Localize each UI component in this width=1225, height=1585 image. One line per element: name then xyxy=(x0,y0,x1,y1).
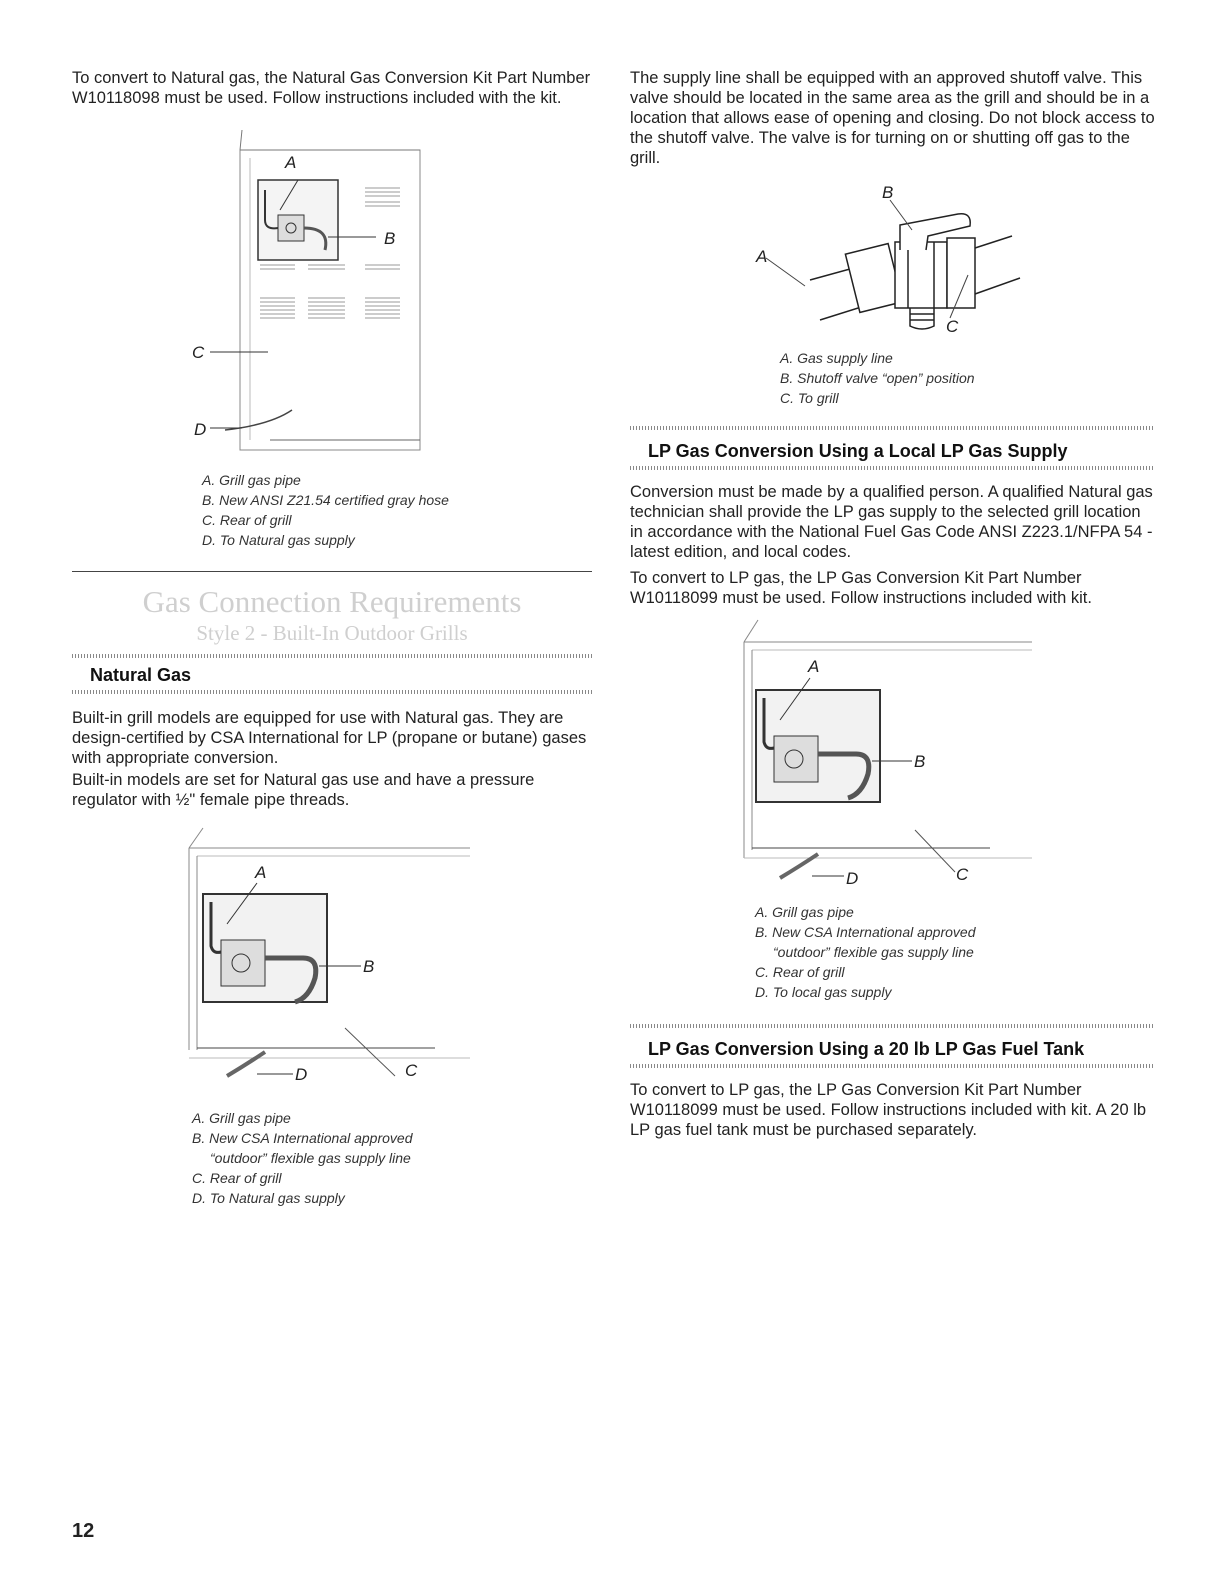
figure-4-lp-local-flex-line xyxy=(740,620,1035,888)
fig2-caption-b: B. New CSA International approved xyxy=(192,1130,413,1146)
fig2-caption-c: C. Rear of grill xyxy=(192,1170,282,1186)
fig3-caption-a: A. Gas supply line xyxy=(780,350,893,366)
natural-gas-rule-bottom xyxy=(72,690,592,694)
natural-gas-rule-top xyxy=(72,654,592,658)
figure-2-natural-gas-flex-line xyxy=(185,828,475,1084)
fig4-caption-b-cont: “outdoor” flexible gas supply line xyxy=(773,944,974,960)
natural-gas-heading: Natural Gas xyxy=(90,665,192,685)
fig1-caption-c: C. Rear of grill xyxy=(202,512,292,528)
fig2-caption-b-cont: “outdoor” flexible gas supply line xyxy=(210,1150,411,1166)
natural-gas-paragraph-1: Built-in grill models are equipped for use with Natural gas. They are design-certified by CSA International for LP (propane or butane) gases with appropriate conversion. xyxy=(72,709,587,767)
fig1-label-d: D xyxy=(194,420,207,439)
fig2-label-b: B xyxy=(363,957,375,976)
fig4-caption-a: A. Grill gas pipe xyxy=(755,904,854,920)
section-subtitle: Style 2 - Built-In Outdoor Grills xyxy=(196,621,468,645)
lp-local-rule-top xyxy=(630,426,1155,430)
fig1-caption-d: D. To Natural gas supply xyxy=(202,532,355,548)
fig1-caption-a: A. Grill gas pipe xyxy=(202,472,301,488)
page-number: 12 xyxy=(72,1520,95,1542)
lp-local-heading: LP Gas Conversion Using a Local LP Gas Supply xyxy=(648,441,1068,461)
lp-local-paragraph-1: Conversion must be made by a qualified person. A qualified Natural gas technician shall provide the LP gas supply to the selected grill location in accordance with the National Fuel Gas Code ANSI Z223.1/NFPA 54 - latest edition, and local codes. xyxy=(630,483,1153,561)
fig2-label-a: A xyxy=(255,863,267,882)
figure-1-captions xyxy=(202,470,449,550)
fig3-label-a: A xyxy=(756,247,768,266)
fig3-caption-c: C. To grill xyxy=(780,390,839,406)
supply-line-paragraph: The supply line shall be equipped with an approved shutoff valve. This valve should be located in the same area as the grill and should be in a location that allows ease of opening and closing. Do not block access to the shutoff valve. The valve is for turning on or shutting off gas to the grill. xyxy=(630,69,1155,167)
lp-tank-paragraph: To convert to LP gas, the LP Gas Conversion Kit Part Number W10118099 must be used. Follow instructions included with kit. A 20 lb LP gas fuel tank must be purchased separately. xyxy=(630,1081,1147,1139)
figure-1-natural-gas-hookup xyxy=(180,130,440,460)
fig1-caption-b: B. New ANSI Z21.54 certified gray hose xyxy=(202,492,449,508)
intro-paragraph: To convert to Natural gas, the Natural Gas Conversion Kit Part Number W10118098 must be used. Follow instructions included with the kit. xyxy=(72,69,591,107)
fig1-label-a: A xyxy=(285,153,297,172)
lp-tank-rule-bottom xyxy=(630,1064,1155,1068)
fig4-caption-b: B. New CSA International approved xyxy=(755,924,976,940)
fig1-label-b: B xyxy=(384,229,396,248)
section-title: Gas Connection Requirements xyxy=(142,584,522,619)
fig2-label-d: D xyxy=(295,1065,308,1084)
fig4-caption-c: C. Rear of grill xyxy=(755,964,845,980)
fig4-caption-d: D. To local gas supply xyxy=(755,984,892,1000)
figure-2-captions xyxy=(192,1108,413,1208)
figure-3-shutoff-valve xyxy=(750,180,1030,350)
figure-3-captions xyxy=(780,348,975,408)
natural-gas-paragraph-2: Built-in models are set for Natural gas use and have a pressure regulator with ½" female pipe threads. xyxy=(72,771,535,809)
fig3-label-b: B xyxy=(882,183,894,202)
fig2-caption-a: A. Grill gas pipe xyxy=(192,1110,291,1126)
fig4-label-b: B xyxy=(914,752,926,771)
fig1-label-c: C xyxy=(192,343,205,362)
lp-local-paragraph-2: To convert to LP gas, the LP Gas Conversion Kit Part Number W10118099 must be used. Follow instructions included with kit. xyxy=(630,569,1092,607)
fig2-caption-d: D. To Natural gas supply xyxy=(192,1190,345,1206)
lp-tank-rule-top xyxy=(630,1024,1155,1028)
fig3-label-c: C xyxy=(946,317,959,336)
section-divider xyxy=(72,571,592,572)
figure-4-captions xyxy=(755,902,976,1002)
fig4-label-c: C xyxy=(956,865,969,884)
fig4-label-d: D xyxy=(846,869,859,888)
fig4-label-a: A xyxy=(808,657,820,676)
lp-local-rule-bottom xyxy=(630,466,1155,470)
lp-tank-heading: LP Gas Conversion Using a 20 lb LP Gas Fuel Tank xyxy=(648,1039,1085,1059)
fig2-label-c: C xyxy=(405,1061,418,1080)
fig3-caption-b: B. Shutoff valve “open” position xyxy=(780,370,975,386)
